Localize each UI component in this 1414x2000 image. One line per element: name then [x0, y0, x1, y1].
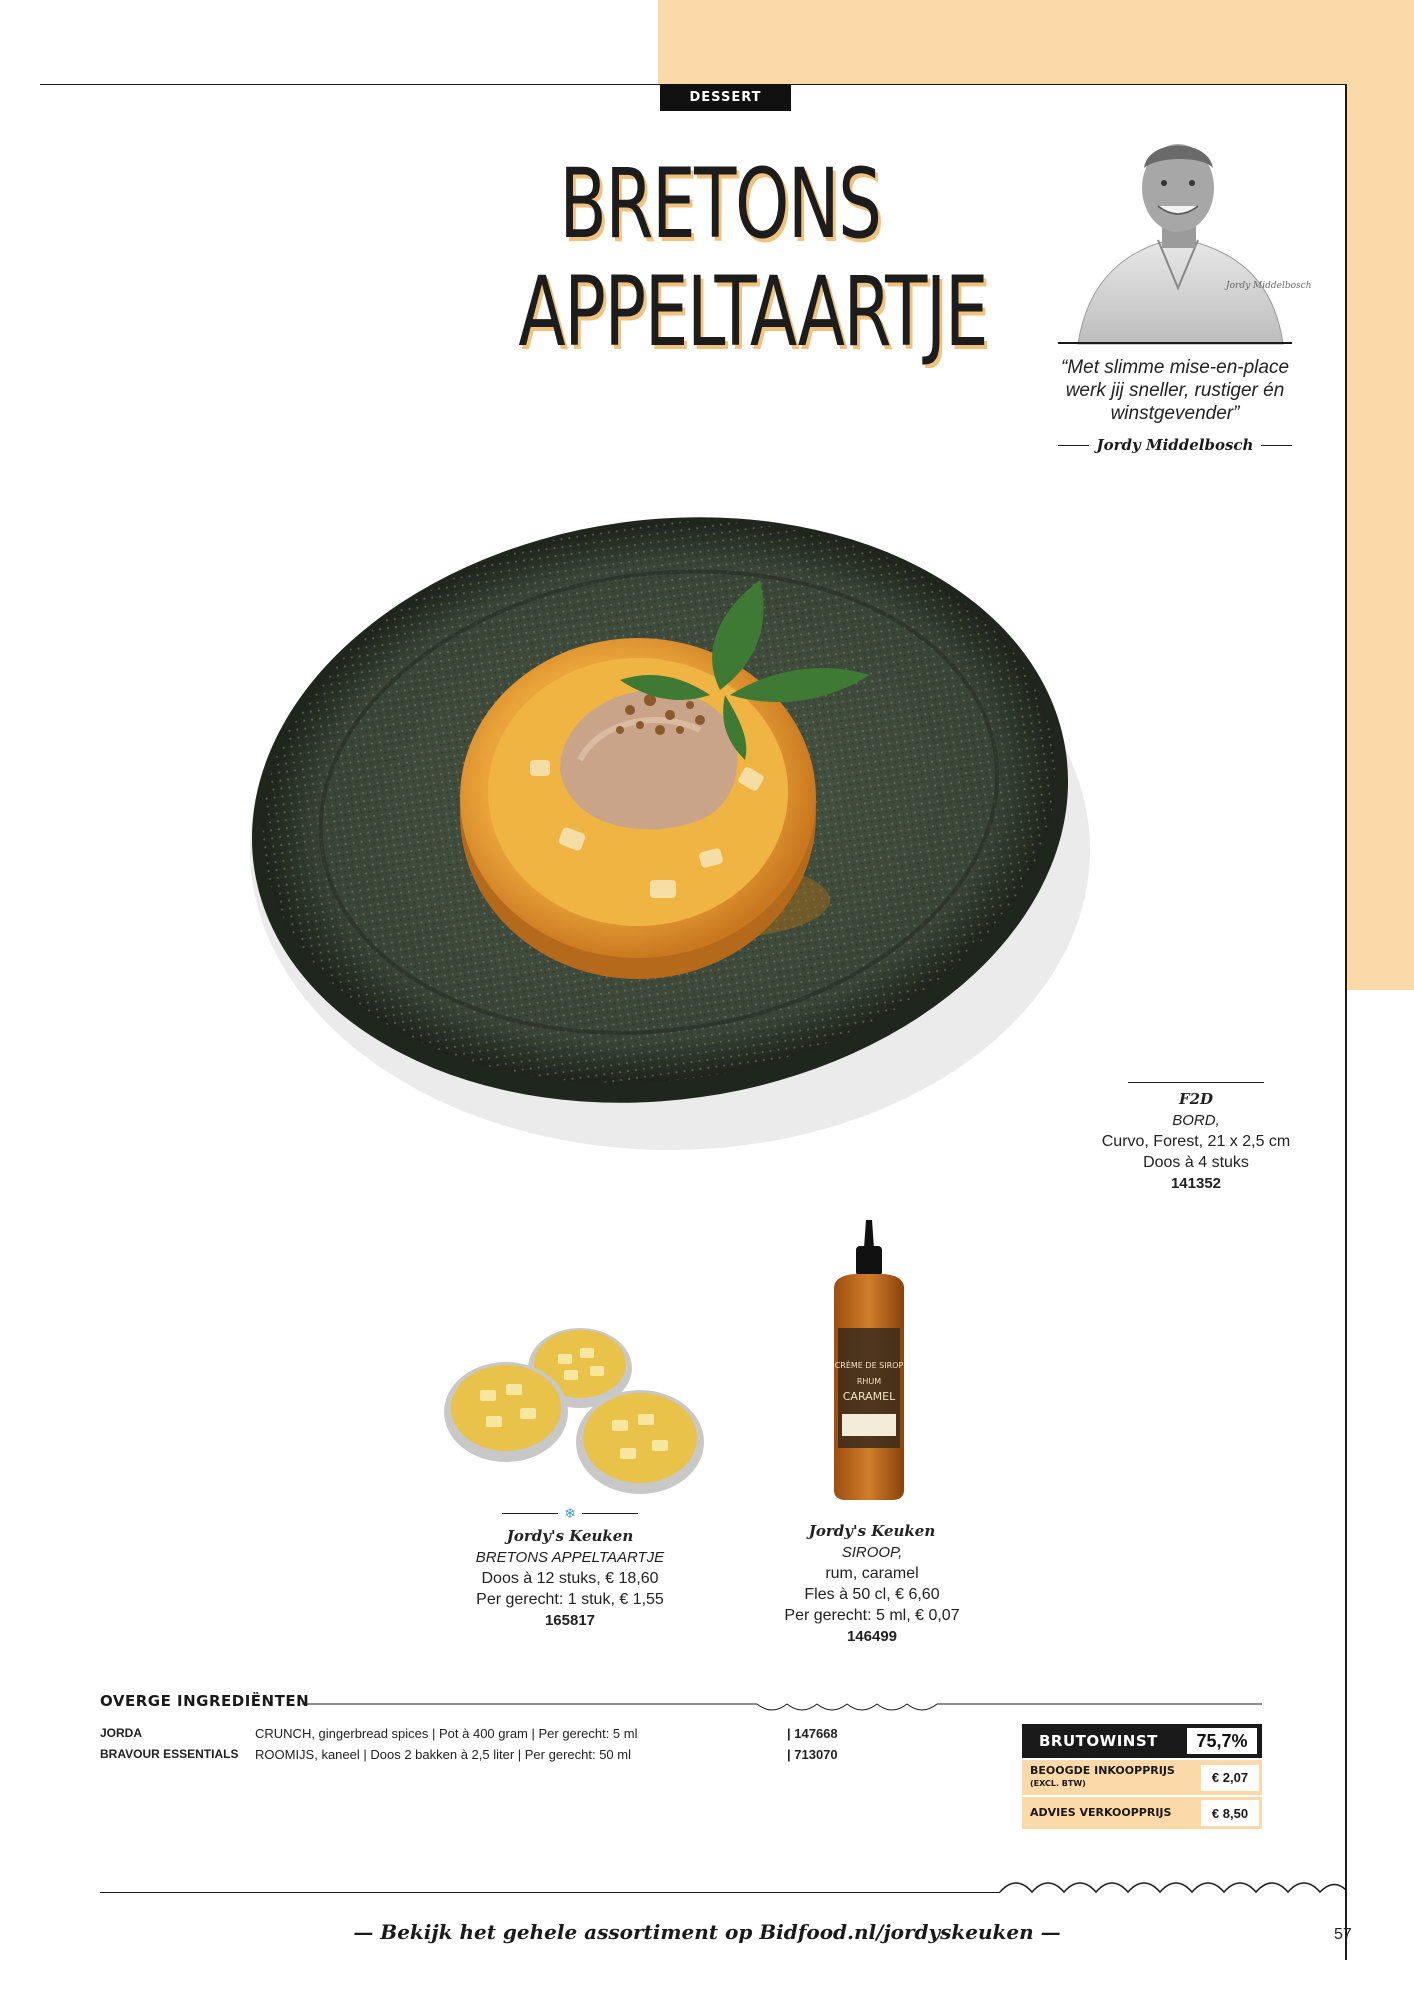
tart-pack: Doos à 12 stuks, € 18,60	[481, 1570, 659, 1587]
plate-info-rule	[1128, 1082, 1264, 1083]
page-number: 57	[1334, 1926, 1352, 1943]
syrup-code: 146499	[846, 1628, 898, 1645]
ingredient-label: BRAVOUR ESSENTIALS	[100, 1747, 239, 1761]
title-line-1: BRETONS	[559, 148, 881, 260]
frame-right-border	[1345, 84, 1347, 1960]
tart-product-photo	[440, 1320, 710, 1500]
purchase-price-label	[1022, 1760, 1198, 1795]
purchase-price-value: € 2,07	[1201, 1765, 1259, 1791]
ingredient-code: | 147668	[787, 1726, 838, 1741]
gross-profit-value: 75,7%	[1187, 1728, 1257, 1754]
retail-price-value: € 8,50	[1201, 1800, 1259, 1826]
plate-product-info	[1080, 1082, 1312, 1194]
tart-product-info	[440, 1503, 700, 1631]
bottom-divider	[100, 1892, 1000, 1893]
purchase-price-row	[1022, 1758, 1262, 1795]
tart-per-dish: Per gerecht: 1 stuk, € 1,55	[476, 1591, 664, 1608]
ingredient-text: CRUNCH, gingerbread spices | Pot à 400 gram | Per gerecht: 5 ml	[255, 1726, 638, 1741]
ingredient-text: ROOMIJS, kaneel | Doos 2 bakken à 2,5 liter | Per gerecht: 50 ml	[255, 1747, 631, 1762]
ingredient-label: JORDA	[100, 1726, 143, 1740]
bottle-label-line-2: RHUM	[856, 1377, 882, 1386]
plate-spec: Curvo, Forest, 21 x 2,5 cm	[1101, 1133, 1291, 1150]
ingredients-title: OVERGE INGREDIËNTEN	[100, 1692, 310, 1710]
syrup-product-info	[752, 1521, 992, 1647]
plate-code: 141352	[1170, 1175, 1222, 1192]
ingredients-divider	[302, 1702, 1262, 1720]
profit-box	[1022, 1724, 1262, 1829]
syrup-flavor: rum, caramel	[825, 1565, 919, 1582]
chef-quote: “Met slimme mise-en-place werk jij sneller, rustiger én winstgevender”	[1060, 357, 1290, 424]
gross-profit-row	[1022, 1724, 1262, 1758]
syrup-brand: Jordy's Keuken	[808, 1522, 936, 1540]
syrup-name: SIROOP,	[841, 1544, 903, 1561]
snowflake-icon: ❄	[564, 1505, 576, 1521]
plate-pack: Doos à 4 stuks	[1143, 1154, 1249, 1171]
category-tag: DESSERT	[660, 84, 791, 111]
tart-rule-left	[502, 1513, 558, 1514]
plate-brand: F2D	[1178, 1090, 1214, 1108]
signature-rule-right	[1261, 445, 1292, 446]
plated-dish-photo	[230, 470, 1110, 1170]
ingredient-code: | 713070	[787, 1747, 838, 1762]
tart-code: 165817	[544, 1612, 596, 1629]
tart-rule-right	[582, 1513, 638, 1514]
chef-portrait	[1058, 128, 1312, 344]
syrup-pack: Fles à 50 cl, € 6,60	[804, 1586, 940, 1603]
syrup-per-dish: Per gerecht: 5 ml, € 0,07	[784, 1607, 960, 1624]
purchase-price-text: BEOOGDE INKOOPPRIJS	[1030, 1764, 1175, 1777]
syrup-bottle-photo	[826, 1218, 912, 1502]
retail-price-label: ADVIES VERKOOPPRIJS	[1030, 1806, 1172, 1819]
page-title	[518, 148, 988, 368]
chef-divider	[1058, 342, 1292, 344]
tart-brand: Jordy's Keuken	[506, 1527, 634, 1545]
purchase-price-note: (EXCL. BTW)	[1030, 1779, 1086, 1788]
tart-name: BRETONS APPELTAARTJE	[475, 1549, 665, 1566]
title-line-2: APPELTAARTJE	[518, 256, 988, 368]
bottle-label-line-1: CRÈME DE SIROP	[834, 1361, 904, 1370]
gross-profit-label: BRUTOWINST	[1039, 1732, 1158, 1750]
footer-text: — Bekijk het gehele assortiment op Bidfood.nl/jordyskeuken —	[353, 1920, 1061, 1944]
bottle-label-line-3: CARAMEL	[842, 1390, 896, 1403]
bottom-wave-decoration	[1000, 1870, 1348, 1900]
signature-name: Jordy Middelbosch	[1096, 436, 1254, 454]
signature-rule-left	[1058, 445, 1089, 446]
retail-price-row	[1022, 1795, 1262, 1829]
plate-name: BORD,	[1172, 1112, 1220, 1129]
chef-jacket-text: Jordy Middelbosch	[1226, 281, 1312, 291]
tart-info-rule	[440, 1503, 700, 1524]
chef-signature	[1058, 436, 1292, 454]
